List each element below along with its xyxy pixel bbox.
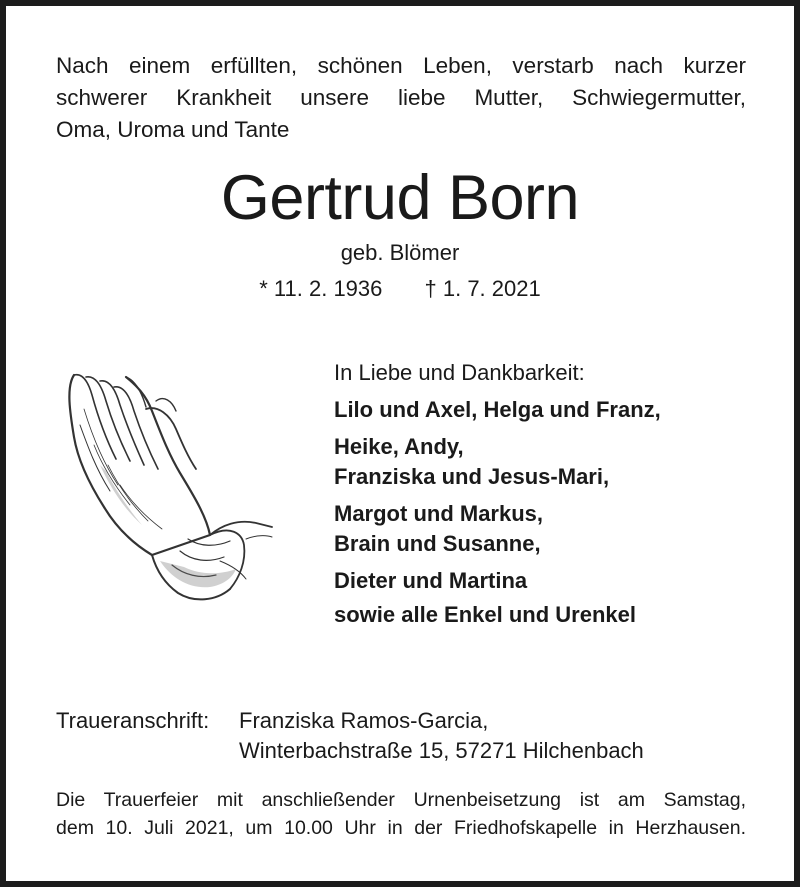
address-line: Winterbachstraße 15, 57271 Hilchenbach	[239, 738, 644, 763]
mourner-line: Heike, Andy,	[334, 434, 464, 459]
death-date: † 1. 7. 2021	[424, 276, 541, 301]
mourner-line: Lilo und Axel, Helga und Franz,	[334, 397, 661, 422]
mourner-line: sowie alle Enkel und Urenkel	[334, 602, 636, 627]
deceased-name: Gertrud Born	[220, 163, 580, 233]
intro-line: Nach einem erfüllten, schönen Leben, verstarb nach kurzer	[56, 53, 746, 78]
mourner-line: Margot und Markus,	[334, 501, 544, 526]
life-dates	[0, 274, 800, 304]
ceremony-line: Die Trauerfeier mit anschließender Urnenbeisetzung ist am Samstag,	[56, 789, 746, 811]
mourner-line: Dieter und Martina	[334, 568, 528, 593]
mourner-line: Franziska und Jesus-Mari,	[334, 464, 610, 489]
address-line: Franziska Ramos-Garcia,	[239, 708, 489, 733]
intro-line: schwerer Krankheit unsere liebe Mutter, Schwiegermutter,	[56, 85, 746, 110]
praying-hands-icon	[60, 365, 275, 605]
intro-line: Oma, Uroma und Tante	[56, 117, 290, 142]
birth-date: * 11. 2. 1936	[259, 276, 383, 301]
ceremony-line: dem 10. Juli 2021, um 10.00 Uhr in der Friedhofskapelle in Herzhausen.	[56, 817, 746, 839]
maiden-name: geb. Blömer	[340, 240, 460, 265]
mourner-line: Brain und Susanne,	[334, 531, 541, 556]
ceremony-note	[56, 786, 746, 842]
address-label: Traueranschrift:	[56, 708, 210, 733]
mourners-heading: In Liebe und Dankbarkeit:	[334, 360, 585, 385]
intro-text	[56, 50, 746, 146]
